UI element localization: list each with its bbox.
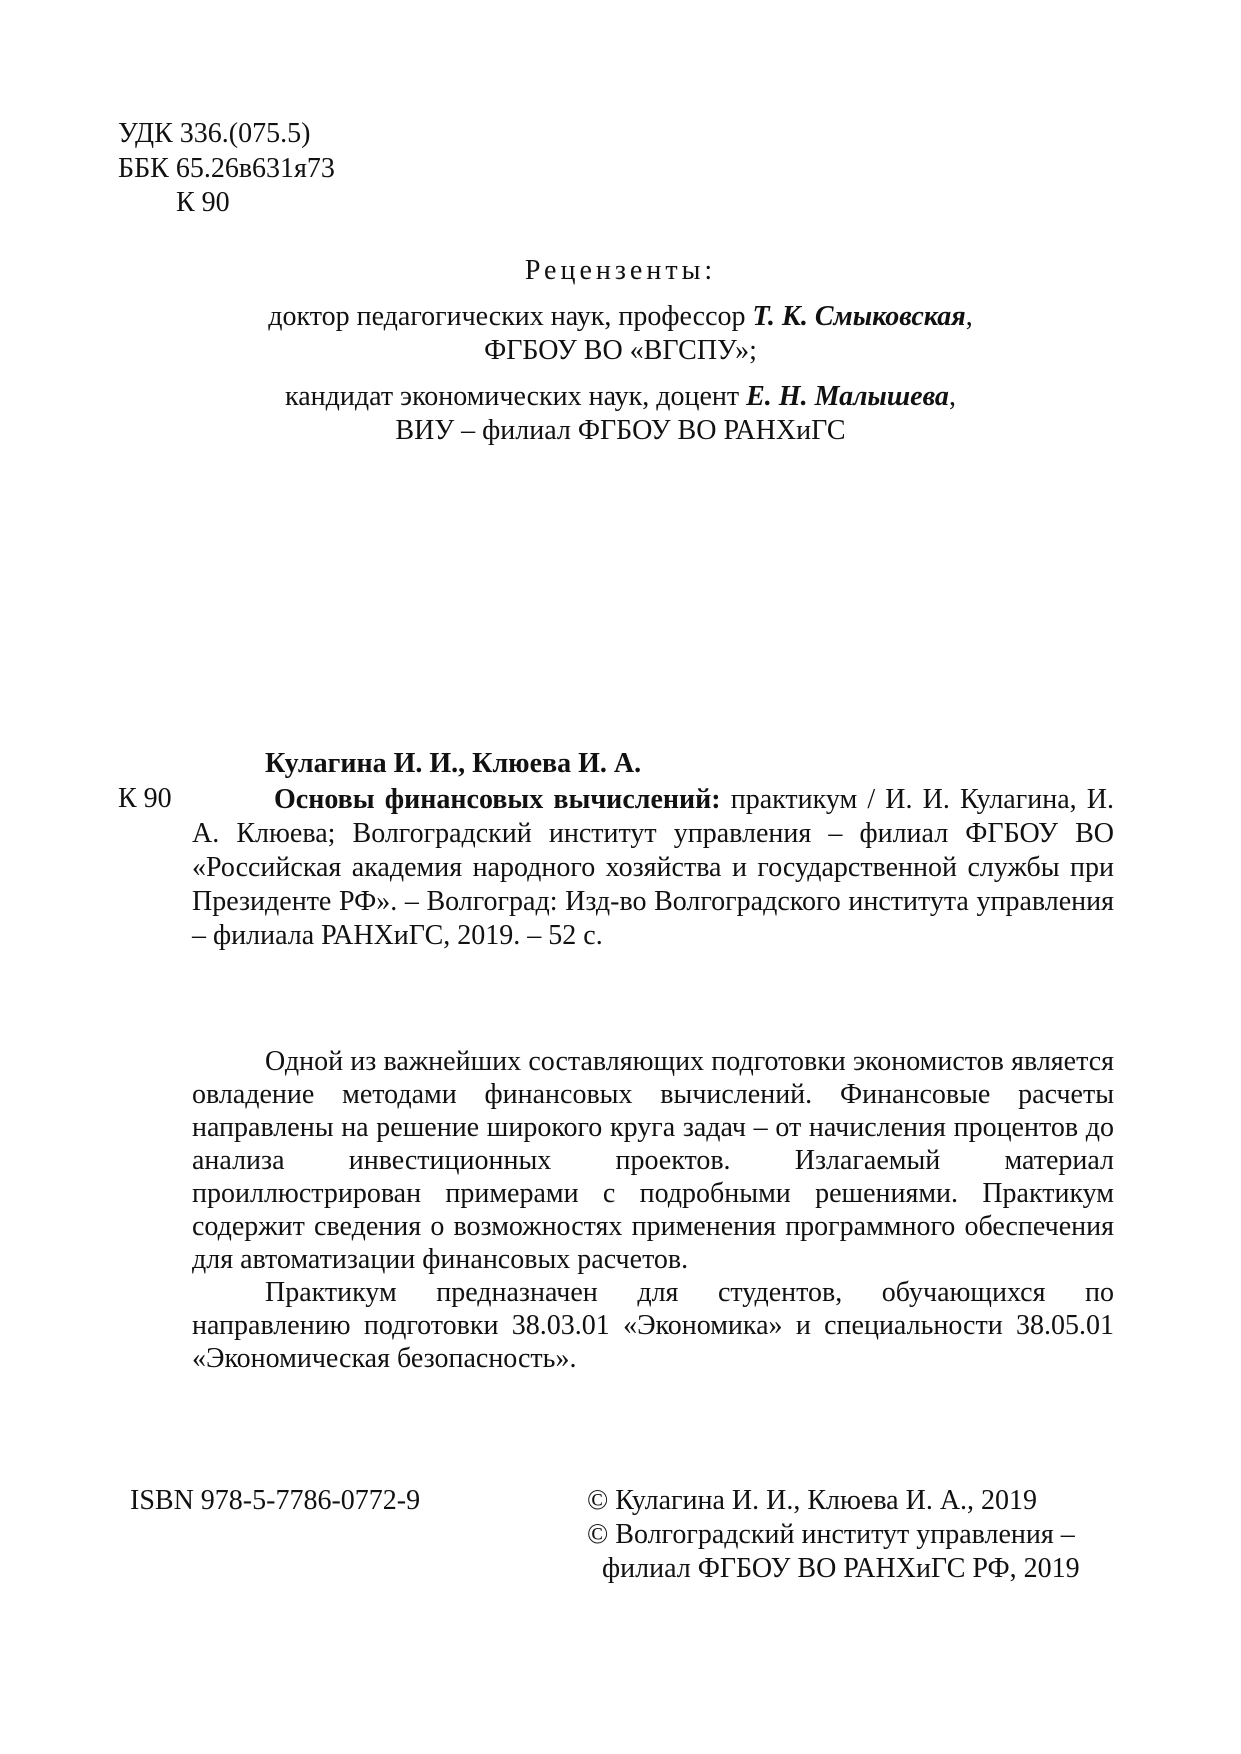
- annotation-paragraph-2: Практикум предназначен для студентов, обучающихся по направлению подготовки 38.03.01 «Экономика» и специальности 38.05.01 «Экономическая безопасность».: [192, 1277, 1114, 1374]
- reviewer-1-line: [0, 301, 1241, 333]
- reviewer-1-org: ФГБОУ ВО «ВГСПУ»;: [484, 335, 757, 366]
- record-sign: К 90: [118, 783, 172, 814]
- book-description: практикум / И. И. Кулагина, И. А. Клюева; Волгоградский институт управления – филиал ФГБОУ ВО «Российская академия народного хозяйства и государственной службы при Президенте РФ». – Волгоград: Изд-во Волгоградского института управления – филиала РАНХиГС, 2019. – 52 с.: [192, 784, 1114, 951]
- reviewer-1-comma: ,: [965, 301, 973, 332]
- copyright-authors: © Кулагина И. И., Клюева И. А., 2019: [587, 1485, 1038, 1516]
- reviewer-2-line: [0, 381, 1241, 413]
- author-sign: К 90: [176, 187, 230, 218]
- reviewer-1-degree: доктор педагогических наук, профессор: [268, 301, 753, 332]
- isbn: ISBN 978-5-7786-0772-9: [130, 1485, 421, 1516]
- reviewer-2-org: ВИУ – филиал ФГБОУ ВО РАНХиГС: [395, 415, 846, 446]
- udk-code: УДК 336.(075.5): [118, 118, 311, 149]
- annotation-paragraph-1: Одной из важнейших составляющих подготовки экономистов является овладение методами финансовых вычислений. Финансовые расчеты направлены на решение широкого круга задач – от начисления процентов до анализа инвестиционных проектов. Излагаемый материал проиллюстрирован примерами с подробными решениями. Практикум содержит сведения о возможностях применения программного обеспечения для автоматизации финансовых расчетов.: [192, 1046, 1114, 1275]
- record-authors: Кулагина И. И., Клюева И. А.: [265, 748, 642, 779]
- reviewer-2-name: Е. Н. Малышева: [746, 381, 949, 412]
- annotation: [192, 1045, 1114, 1375]
- copyright-institute: © Волгоградский институт управления –: [587, 1519, 1075, 1550]
- reviewer-2-degree: кандидат экономических наук, доцент: [285, 381, 747, 412]
- book-title: Основы финансовых вычислений:: [274, 784, 721, 815]
- copyright-institute-cont: филиал ФГБОУ ВО РАНХиГС РФ, 2019: [602, 1553, 1080, 1584]
- reviewers-heading: Рецензенты:: [524, 255, 717, 286]
- bbk-code: ББК 65.26в631я73: [118, 153, 335, 184]
- bibliographic-description: [192, 783, 1114, 953]
- reviewer-2-comma: ,: [948, 381, 956, 412]
- reviewer-1-name: Т. К. Смыковская: [752, 301, 966, 332]
